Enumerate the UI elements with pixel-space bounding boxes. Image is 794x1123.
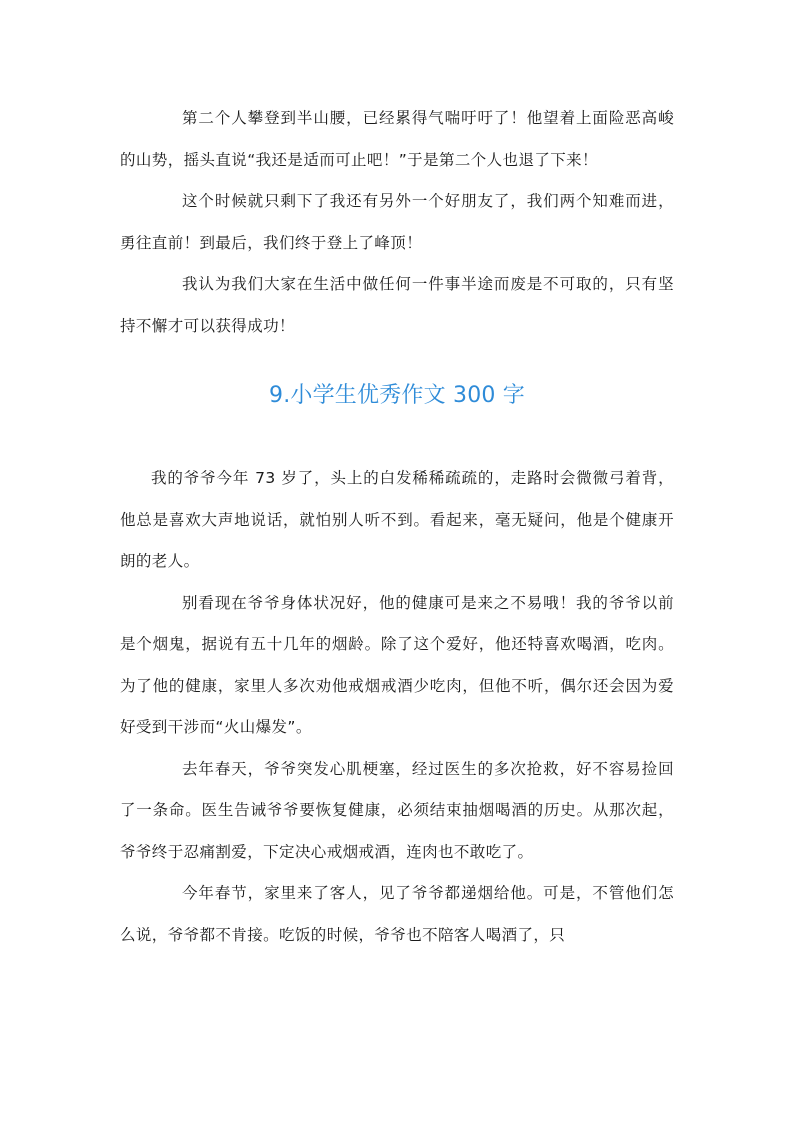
paragraph-reach-summit: 这个时候就只剩下了我还有另外一个好朋友了，我们两个知难而进，勇往直前！到最后，我们终于登上了峰顶！ [120,192,674,252]
paragraph-conclusion: 我认为我们大家在生活中做任何一件事半途而废是不可取的，只有坚持不懈才可以获得成功！ [120,275,674,335]
paragraph-climb-halfway: 第二个人攀登到半山腰，已经累得气喘吁吁了！他望着上面险恶高峻的山势，摇头直说“我还是适而可止吧！”于是第二个人也退了下来！ [120,109,674,169]
document-page [120,98,674,956]
paragraph-spring-festival: 今年春节，家里来了客人，见了爷爷都递烟给他。可是，不管他们怎么说，爷爷都不肯接。吃饭的时候，爷爷也不陪客人喝酒了，只 [120,884,674,944]
heading-spacer [120,427,674,458]
paragraph-grandpa-illness: 去年春天，爷爷突发心肌梗塞，经过医生的多次抢救，好不容易捡回了一条命。医生告诫爷爷要恢复健康，必须结束抽烟喝酒的历史。从那次起，爷爷终于忍痛割爱，下定决心戒烟戒酒，连肉也不敢吃了。 [120,759,674,861]
paragraph-grandpa-intro: 我的爷爷今年 73 岁了，头上的白发稀稀疏疏的，走路时会微微弓着背，他总是喜欢大声地说话，就怕别人听不到。看起来，毫无疑问，他是个健康开朗的老人。 [120,469,674,570]
section-heading: 9.小学生优秀作文 300 字 [269,383,525,408]
paragraph-grandpa-habits: 别看现在爷爷身体状况好，他的健康可是来之不易哦！我的爷爷以前是个烟鬼，据说有五十几年的烟龄。除了这个爱好，他还特喜欢喝酒，吃肉。为了他的健康，家里人多次劝他戒烟戒酒少吃肉，但他不听，偶尔还会因为爱好受到干涉而“火山爆发”。 [120,593,674,736]
